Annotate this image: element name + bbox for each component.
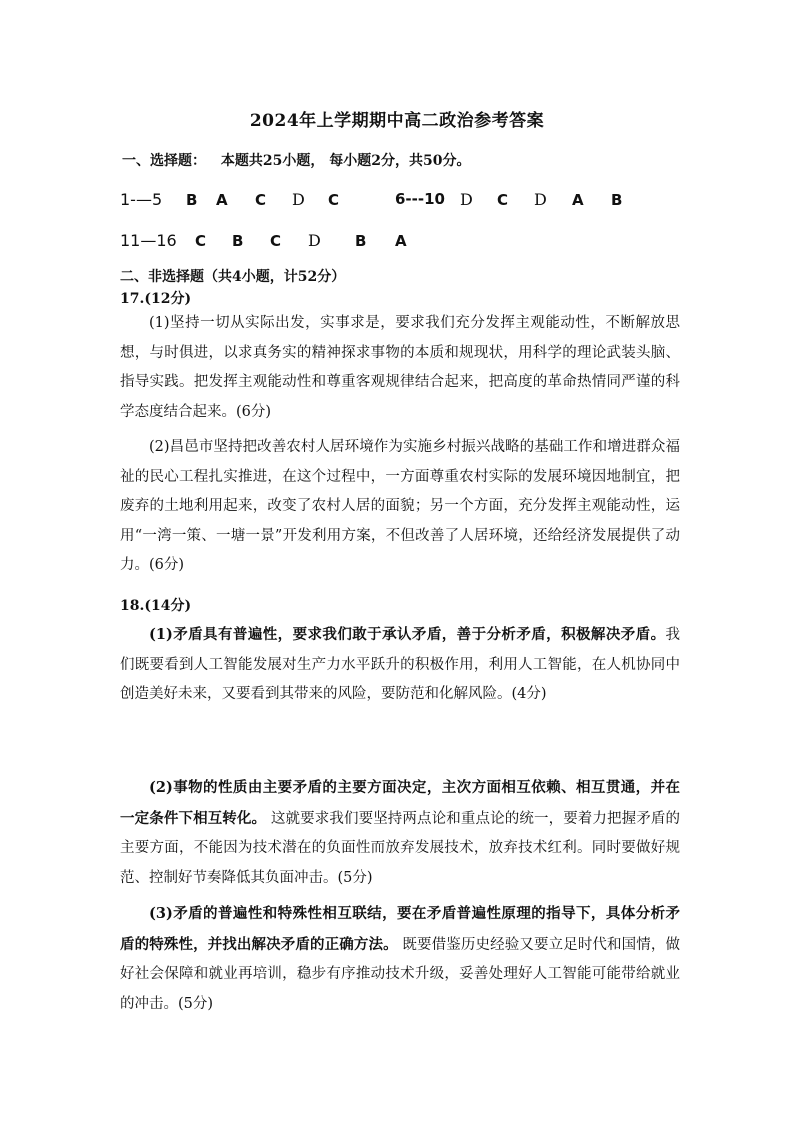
question-18-label: 18.(14分) bbox=[120, 598, 192, 614]
answer-range-label: 11—16 bbox=[120, 231, 177, 250]
answer-item: D bbox=[460, 190, 473, 209]
question-17-answer-1: (1)坚持一切从实际出发，实事求是，要求我们充分发挥主观能动性，不断解放思想，与时俱进，以求真务实的精神探求事物的本质和规现状，用科学的理论武装头脑、指导实践。把发挥主观能动性和尊重客观规律结合起来，把高度的革命热情同严谨的科学态度结合起来。(6分) bbox=[120, 315, 680, 420]
answer-item: A bbox=[395, 232, 407, 250]
answer-range-label: 1-—5 bbox=[120, 190, 163, 209]
answer-item: C bbox=[270, 232, 282, 250]
answer-item: C bbox=[195, 232, 207, 250]
document-title: 2024年上学期期中高二政治参考答案 bbox=[249, 111, 545, 131]
answer-item: B bbox=[186, 191, 198, 209]
key-point: (2)事物的性质由主要矛盾的主要方面决定，主次方面相互依赖、相互贯通，并在一定条件下相互转化。 bbox=[120, 779, 680, 827]
question-18-answer-1 bbox=[120, 620, 680, 710]
answer-item: B bbox=[232, 232, 244, 250]
question-17-answer-2: (2)昌邑市坚持把改善农村人居环境作为实施乡村振兴战略的基础工作和增进群众福祉的民心工程扎实推进，在这个过程中，一方面尊重农村实际的发展环境因地制宜，把废弃的土地利用起来，改变了农村人居的面貌；另一个方面，充分发挥主观能动性，运用“一湾一策、一塘一景”开发利用方案，不但改善了人居环境，还给经济发展提供了动力。(6分) bbox=[120, 439, 680, 573]
answer-item: D bbox=[534, 190, 547, 209]
key-point: (1)矛盾具有普遍性，要求我们敢于承认矛盾，善于分析矛盾，积极解决矛盾。 bbox=[149, 626, 666, 643]
key-point: (3)矛盾的普遍性和特殊性相互联结，要在矛盾普遍性原理的指导下，具体分析矛盾的特殊性，并找出解决矛盾的正确方法。 bbox=[120, 905, 680, 953]
section1-heading bbox=[122, 150, 470, 170]
section1-description: 本题共25小题， 每小题2分，共50分。 bbox=[220, 153, 471, 169]
section1-label: 一、选择题： bbox=[122, 153, 206, 169]
answer-range-label: 6---10 bbox=[395, 190, 445, 208]
question-18-answer-2 bbox=[120, 773, 680, 893]
answer-item: C bbox=[328, 191, 340, 209]
answer-item: D bbox=[308, 231, 321, 250]
explanation: 我们既要看到人工智能发展对生产力水平跃升的积极作用，利用人工智能，在人机协同中创造美好未来，又要看到其带来的风险，要防范和化解风险。(4分) bbox=[120, 627, 680, 702]
answer-item: A bbox=[572, 191, 584, 209]
question-18-answer-3 bbox=[120, 899, 680, 1019]
answer-item: C bbox=[497, 191, 509, 209]
section2-heading: 二、非选择题（共4小题，计52分） bbox=[120, 269, 346, 285]
explanation: 既要借鉴历史经验又要立足时代和国情，做好社会保障和就业再培训，稳步有序推动技术升级，妥善处理好人工智能可能带给就业的冲击。(5分) bbox=[120, 936, 681, 1012]
answer-item: A bbox=[216, 191, 228, 209]
answer-item: B bbox=[355, 232, 367, 250]
explanation: 这就要求我们要坚持两点论和重点论的统一，要着力把握矛盾的主要方面，不能因为技术潜在的负面性而放弃发展技术，放弃技术红利。同时要做好规范、控制好节奏降低其负面冲击。(5分) bbox=[120, 810, 680, 886]
answer-item: C bbox=[255, 191, 267, 209]
question-17-label: 17.(12分) bbox=[120, 291, 192, 307]
answer-item: B bbox=[611, 191, 623, 209]
answer-item: D bbox=[292, 190, 305, 209]
